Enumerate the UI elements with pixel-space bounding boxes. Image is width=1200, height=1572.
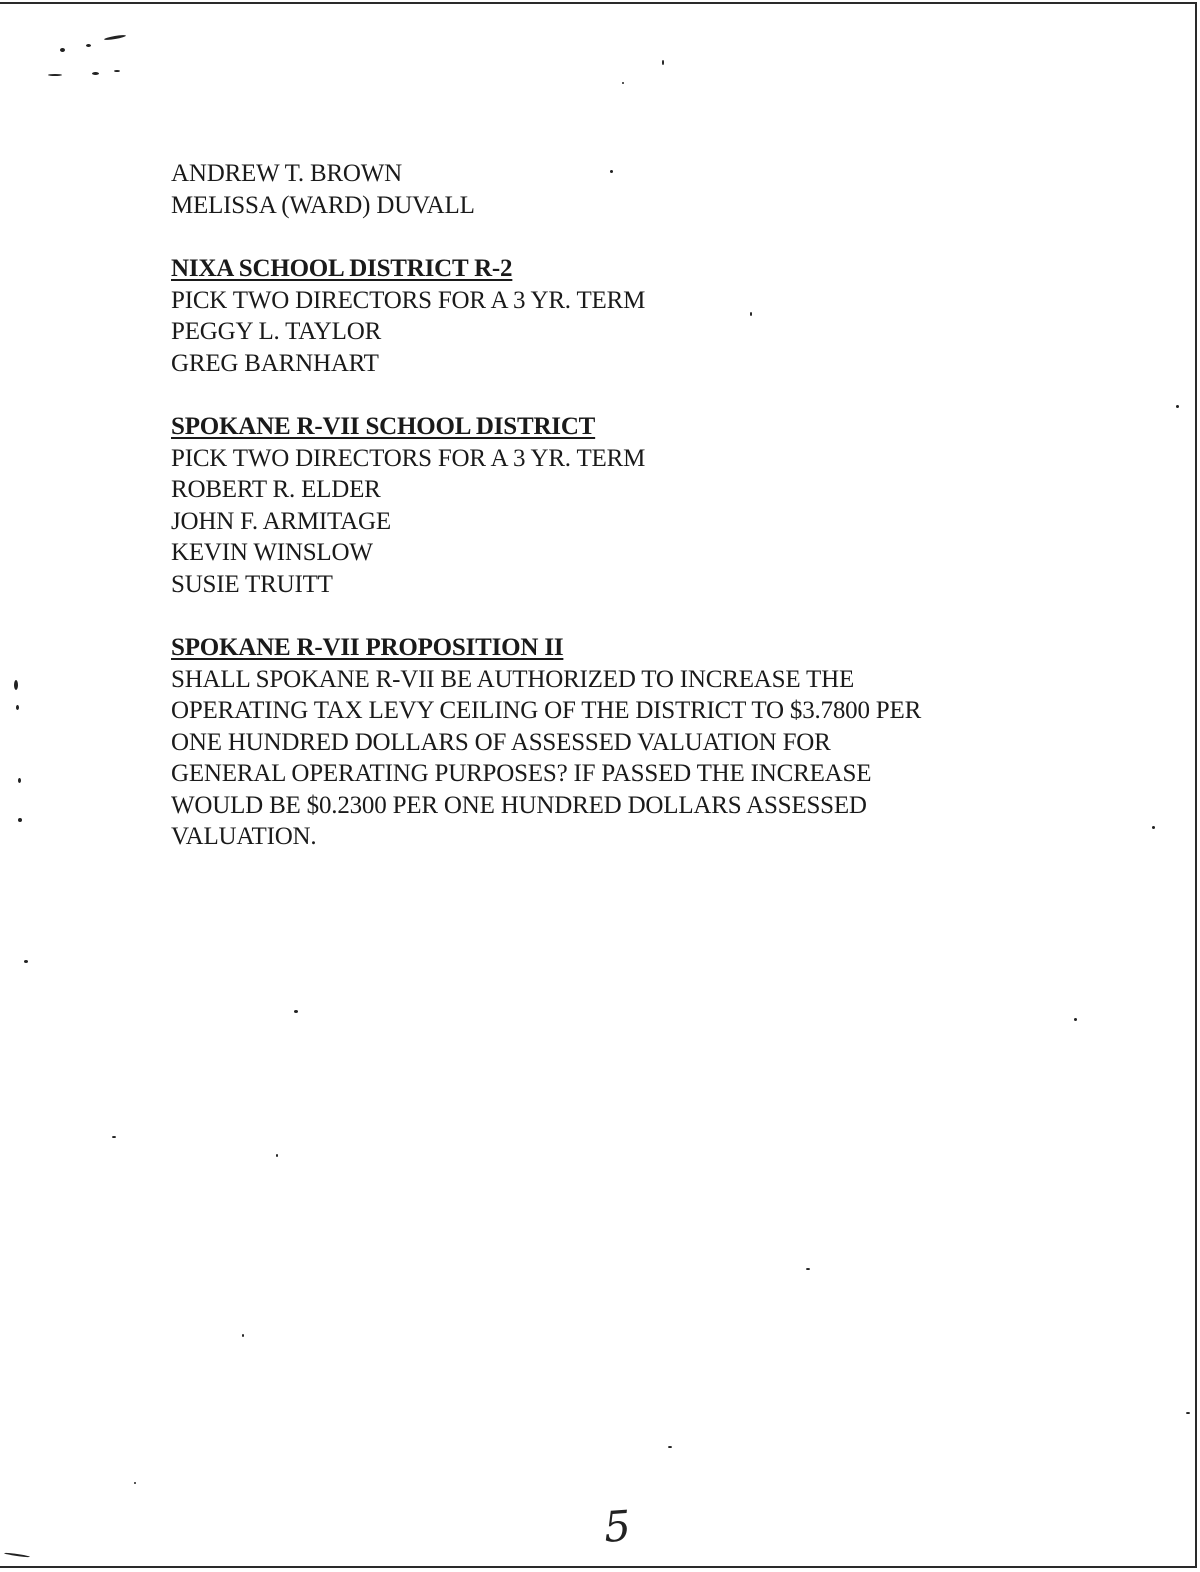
candidate-name: JOHN F. ARMITAGE — [171, 507, 391, 535]
section-nixa-school-district — [171, 253, 1071, 379]
candidate-name: ROBERT R. ELDER — [171, 476, 381, 503]
candidate-name: GREG BARNHART — [171, 349, 379, 377]
section-heading: SPOKANE R-VII PROPOSITION II — [171, 634, 564, 661]
proposition-text-line: OPERATING TAX LEVY CEILING OF THE DISTRICT TO $3.7800 PER — [171, 697, 922, 724]
proposition-text-line: ONE HUNDRED DOLLARS OF ASSESSED VALUATION FOR — [171, 728, 831, 756]
ballot-instruction: PICK TWO DIRECTORS FOR A 3 YR. TERM — [171, 444, 646, 472]
candidate-name: ANDREW T. BROWN — [171, 160, 403, 187]
proposition-text-line: WOULD BE $0.2300 PER ONE HUNDRED DOLLARS ASSESSED — [171, 791, 867, 819]
section-heading: SPOKANE R-VII SCHOOL DISTRICT — [171, 413, 596, 440]
proposition-text-line: SHALL SPOKANE R-VII BE AUTHORIZED TO INCREASE THE — [171, 665, 855, 693]
candidate-name: KEVIN WINSLOW — [171, 539, 373, 566]
ballot-instruction: PICK TWO DIRECTORS FOR A 3 YR. TERM — [171, 286, 646, 314]
proposition-text-line: GENERAL OPERATING PURPOSES? IF PASSED THE INCREASE — [171, 760, 872, 787]
candidate-name: PEGGY L. TAYLOR — [171, 318, 382, 345]
section-heading: NIXA SCHOOL DISTRICT R-2 — [171, 255, 513, 282]
document-body — [171, 158, 1071, 853]
candidate-name: SUSIE TRUITT — [171, 570, 333, 598]
proposition-text-line: VALUATION. — [171, 823, 317, 850]
page-number: 5 — [602, 1501, 633, 1552]
candidate-name: MELISSA (WARD) DUVALL — [171, 191, 475, 219]
section-spokane-proposition — [171, 632, 1071, 853]
section-spokane-school-district — [171, 411, 1071, 600]
